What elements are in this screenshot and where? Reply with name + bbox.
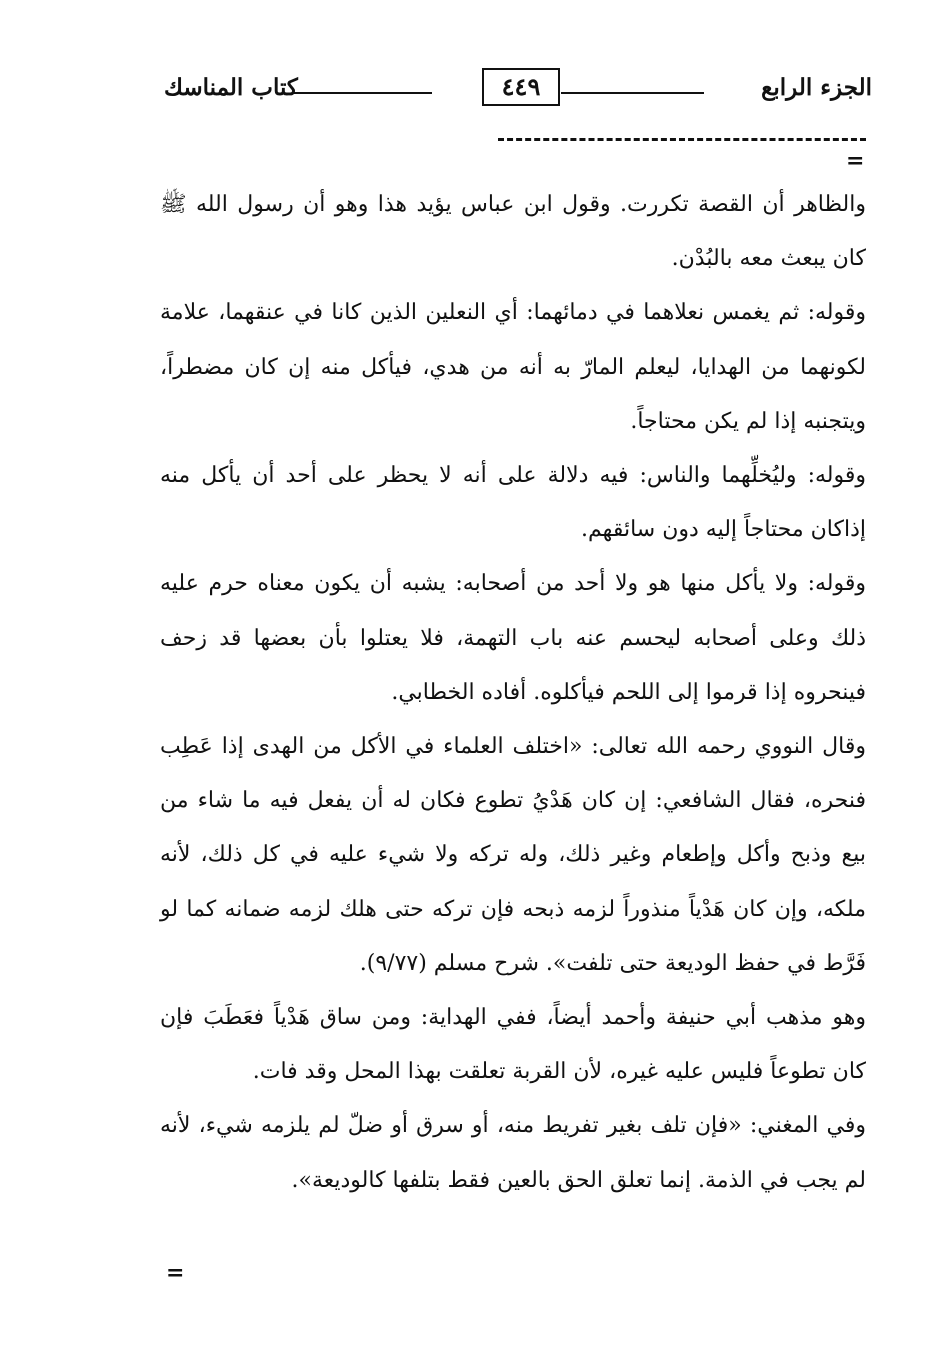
paragraph: وقال النووي رحمه الله تعالى: «اختلف العلماء في الأكل من الهدى إذا عَطِب فنحره، فقال الشافعي: إن كان هَدْيُ تطوع فكان له أن يفعل فيه ما شاء من بيع وذبح وأكل وإطعام وغير ذلك، وله تركه ولا شيء عليه في كل ذلك، لأنه ملكه، وإن كان هَدْياً منذوراً لزمه ذبحه فإن تركه حتى هلك لزمه ضمانه كما لو فَرَّط في حفظ الوديعة حتى تلفت». شرح مسلم (٩/٧٧). — [160, 734, 866, 976]
book-title: كتاب المناسك — [164, 74, 298, 101]
paragraph: والظاهر أن القصة تكررت. وقول ابن عباس يؤيد هذا وهو أن رسول الله ﷺ كان يبعث معه بالبُدْن. — [160, 192, 866, 272]
paragraph: وفي المغني: «فإن تلف بغير تفريط منه، أو سرق أو ضلّ لم يلزمه شيء، لأنه لم يجب في الذمة. إنما تعلق الحق بالعين فقط بتلفها كالوديعة». — [160, 1113, 866, 1193]
paragraph: وقوله: وليُخلِّهما والناس: فيه دلالة على أنه لا يحظر على أحد أن يأكل منه إذاكان محتاجاً إليه دون سائقهم. — [160, 463, 866, 543]
header-rule-right — [561, 92, 704, 94]
volume-label: الجزء الرابع — [761, 74, 872, 101]
bottom-separator-mark: = — [166, 1260, 185, 1286]
paragraph: وقوله: ولا يأكل منها هو ولا أحد من أصحابه: يشبه أن يكون معناه حرم عليه ذلك وعلى أصحابه ليحسم عنه باب التهمة، فلا يعتلوا بأن بعضها قد زحف فينحروه إذا قرموا إلى اللحم فيأكلوه. أفاده الخطابي. — [160, 571, 866, 705]
paragraph: وهو مذهب أبي حنيفة وأحمد أيضاً، ففي الهداية: ومن ساق هَدْياً فعَطَبَ فإن كان تطوعاً فليس عليه غيره، لأن القربة تعلقت بهذا المحل وقد فات. — [160, 1005, 866, 1085]
dashed-divider — [498, 138, 866, 141]
header-rule-left — [292, 92, 432, 94]
page-number: ٤٤٩ — [482, 68, 560, 106]
body-text — [160, 178, 866, 1208]
paragraph: وقوله: ثم يغمس نعلاهما في دمائهما: أي النعلين الذين كانا في عنقهما، علامة لكونهما من الهدايا، ليعلم المارّ به أنه من هدي، فيأكل منه إن كان مضطراً، ويتجنبه إذا لم يكن محتاجاً. — [160, 300, 866, 434]
page-header — [150, 68, 872, 112]
top-separator-mark: = — [846, 148, 865, 174]
